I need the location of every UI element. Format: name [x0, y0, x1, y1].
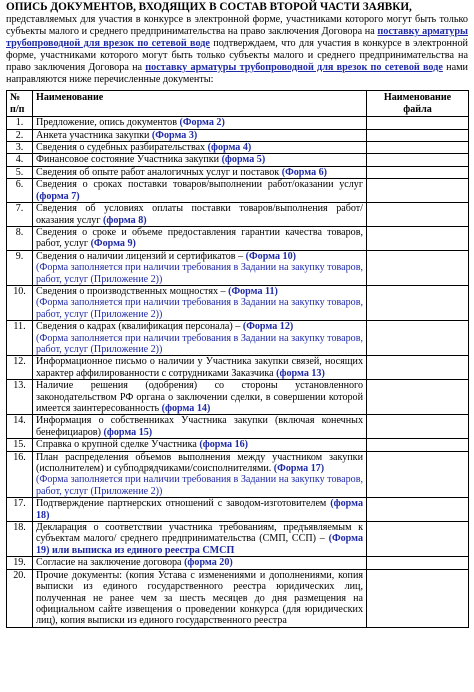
row-number: 6. — [7, 179, 33, 203]
table-row — [7, 356, 469, 380]
row-file-name[interactable] — [367, 498, 469, 522]
row-number: 12. — [7, 356, 33, 380]
document-description: Подтверждение партнерских отношений с заводом-изготовителем — [36, 498, 331, 510]
row-file-name[interactable] — [367, 166, 469, 178]
row-number: 4. — [7, 154, 33, 166]
row-number: 18. — [7, 522, 33, 557]
row-document-name — [33, 557, 367, 569]
form-reference: (форма 16) — [199, 439, 249, 451]
row-file-name[interactable] — [367, 380, 469, 415]
row-document-name — [33, 250, 367, 285]
table-header-row — [7, 91, 469, 117]
row-number: 7. — [7, 203, 33, 227]
form-reference: (форма 4) — [207, 142, 252, 154]
document-title: ОПИСЬ ДОКУМЕНТОВ, ВХОДЯЩИХ В СОСТАВ ВТОРОЙ ЧАСТИ ЗАЯВКИ, — [6, 1, 412, 13]
table-row — [7, 415, 469, 439]
form-reference: (форма 7) — [36, 190, 80, 202]
form-reference: (форма 15) — [103, 426, 153, 438]
row-file-name[interactable] — [367, 451, 469, 498]
form-reference: (форма 18) — [36, 498, 363, 521]
row-file-name[interactable] — [367, 439, 469, 451]
row-file-name[interactable] — [367, 117, 469, 129]
form-reference: (Форма 6) — [281, 166, 328, 178]
row-document-name — [33, 380, 367, 415]
table-row — [7, 439, 469, 451]
table-row — [7, 451, 469, 498]
row-number: 14. — [7, 415, 33, 439]
table-row — [7, 166, 469, 178]
document-description: Сведения о наличии лицензий и сертификатов – — [36, 250, 246, 262]
document-description: Сведения о кадрах (квалификация персонала) – — [36, 321, 243, 333]
document-description: Согласие на заключение договора — [36, 557, 185, 569]
row-document-name — [33, 166, 367, 178]
form-reference: (форма 14) — [161, 403, 211, 414]
document-description: Сведения о сроках поставки товаров/выполнении работ/оказании услуг — [36, 179, 363, 191]
documents-table — [6, 90, 469, 627]
row-file-name[interactable] — [367, 569, 469, 627]
form-reference: (Форма 19) или выписка из единого реестра СМСП — [36, 533, 363, 556]
row-file-name[interactable] — [367, 142, 469, 154]
row-file-name[interactable] — [367, 285, 469, 320]
table-row — [7, 117, 469, 129]
document-description: Сведения об опыте работ аналогичных услуг и поставок — [36, 166, 282, 178]
row-number: 17. — [7, 498, 33, 522]
row-file-name[interactable] — [367, 522, 469, 557]
row-number: 8. — [7, 226, 33, 250]
row-document-name — [33, 117, 367, 129]
form-condition-note: (Форма заполняется при наличии требования в Задании на закупку товаров, работ, услуг (Приложение 2)) — [36, 474, 363, 497]
table-row — [7, 154, 469, 166]
form-reference: (форма 20) — [184, 557, 233, 569]
intro-text-2: подтверждаем, что для участия в конкурсе в электронной форме, участниками которого могут быть только субъекты малого и среднего предпринимательства на право заключения Договора на — [6, 37, 468, 73]
table-row — [7, 226, 469, 250]
row-file-name[interactable] — [367, 415, 469, 439]
form-reference: (Форма 2) — [179, 117, 225, 129]
document-description: Декларация о соответствии участника требованиям, предъявляемым к субъектам малого/ среднего предпринимательства (СМП, ССП) – — [36, 522, 363, 545]
document-description: Анкета участника закупки — [36, 129, 152, 141]
row-number: 2. — [7, 129, 33, 141]
document-description: Сведения о судебных разбирательствах — [36, 142, 208, 154]
row-file-name[interactable] — [367, 250, 469, 285]
table-row — [7, 203, 469, 227]
form-reference: (Форма 17) — [273, 463, 325, 475]
table-body — [7, 117, 469, 627]
row-document-name — [33, 522, 367, 557]
document-page — [6, 0, 468, 628]
header-name: Наименование — [33, 91, 367, 117]
row-document-name — [33, 451, 367, 498]
row-document-name — [33, 142, 367, 154]
table-row — [7, 557, 469, 569]
row-number: 19. — [7, 557, 33, 569]
document-description: Сведения об условиях оплаты поставки товаров/выполнения работ/оказания услуг — [36, 203, 363, 226]
row-number: 5. — [7, 166, 33, 178]
row-file-name[interactable] — [367, 356, 469, 380]
row-document-name — [33, 321, 367, 356]
table-row — [7, 250, 469, 285]
intro-text-1: представляемых для участия в конкурсе в электронной форме, участниками которого могут быть только субъекты малого и среднего предпринимательства на право заключения Договора на — [6, 14, 468, 37]
form-reference: (Форма 12) — [242, 321, 294, 333]
row-file-name[interactable] — [367, 179, 469, 203]
form-reference: (Форма 11) — [228, 285, 278, 297]
document-description: Предложение, опись документов — [36, 117, 180, 129]
row-number: 20. — [7, 569, 33, 627]
form-reference: (Форма 3) — [151, 129, 198, 141]
form-reference: (Форма 10) — [245, 250, 296, 262]
form-condition-note: (Форма заполняется при наличии требования в Задании на закупку товаров, работ, услуг (Приложение 2)) — [36, 332, 363, 355]
document-description: Информационное письмо о наличии у Участника закупки связей, носящих характер аффилированности с сотрудниками Заказчика — [36, 356, 363, 379]
document-description: Справка о крупной сделке Участника — [36, 439, 200, 451]
form-reference: (форма 8) — [103, 214, 147, 226]
row-document-name — [33, 226, 367, 250]
form-reference: (Форма 9) — [90, 238, 136, 250]
subject-link-2[interactable]: поставку арматуры трубопроводной для врезок по сетевой воде — [145, 61, 443, 73]
form-condition-note: (Форма заполняется при наличии требования в Задании на закупку товаров, работ, услуг (Приложение 2)) — [36, 297, 363, 320]
document-description: Сведения о производственных мощностях – — [36, 285, 229, 297]
row-number: 11. — [7, 321, 33, 356]
row-file-name[interactable] — [367, 321, 469, 356]
header-file: Наименование файла — [367, 91, 469, 117]
row-number: 1. — [7, 117, 33, 129]
row-document-name — [33, 439, 367, 451]
header-num: № п/п — [7, 91, 33, 117]
row-document-name — [33, 179, 367, 203]
row-file-name[interactable] — [367, 129, 469, 141]
row-document-name — [33, 356, 367, 380]
row-document-name — [33, 415, 367, 439]
intro-text-3: нами направляются ниже перечисленные документы: — [6, 61, 468, 85]
row-document-name — [33, 285, 367, 320]
row-number: 15. — [7, 439, 33, 451]
document-description: Наличие решения (одобрения) со стороны установленного законодательством РФ органа о заключении сделки, в совершении которой имеется заинтересованность — [36, 380, 363, 414]
table-row — [7, 498, 469, 522]
row-file-name[interactable] — [367, 557, 469, 569]
document-description: Информация о собственниках Участника закупки (включая конечных бенефициаров) — [36, 415, 363, 438]
document-description: Финансовое состояние Участника закупки — [36, 154, 222, 166]
row-document-name — [33, 569, 367, 627]
row-number: 13. — [7, 380, 33, 415]
table-row — [7, 522, 469, 557]
row-document-name — [33, 154, 367, 166]
row-number: 16. — [7, 451, 33, 498]
row-document-name — [33, 203, 367, 227]
row-document-name — [33, 498, 367, 522]
row-file-name[interactable] — [367, 226, 469, 250]
row-number: 9. — [7, 250, 33, 285]
subject-link-1[interactable]: поставку арматуры трубопроводной для врезок по сетевой воде — [6, 25, 468, 49]
table-row — [7, 569, 469, 627]
table-row — [7, 321, 469, 356]
document-description: Сведения о сроке и объеме предоставления гарантии качества товаров, работ, услуг — [36, 226, 363, 250]
row-document-name — [33, 129, 367, 141]
table-row — [7, 285, 469, 320]
document-description: План распределения объемов выполнения между участником закупки (исполнителем) и субподрядчиками/соисполнителями. — [36, 451, 363, 475]
row-number: 3. — [7, 142, 33, 154]
row-file-name[interactable] — [367, 203, 469, 227]
table-row — [7, 142, 469, 154]
form-condition-note: (Форма заполняется при наличии требования в Задании на закупку товаров, работ, услуг (Приложение 2)) — [36, 262, 363, 285]
intro-paragraph — [6, 14, 468, 85]
row-number: 10. — [7, 285, 33, 320]
table-row — [7, 380, 469, 415]
document-description: Прочие документы: (копия Устава с изменениями и дополнениями, копия выписки из единого государственного реестра юридических лиц, полученная не ранее чем за шесть месяцев до дня размещения на официальном сайте извещения о проведении конкурса (для юридических лиц), копия выписки из единого государственного реестра — [36, 569, 363, 627]
form-reference: (форма 13) — [276, 367, 325, 379]
form-reference: (форма 5) — [221, 154, 266, 166]
table-row — [7, 179, 469, 203]
table-row — [7, 129, 469, 141]
row-file-name[interactable] — [367, 154, 469, 166]
